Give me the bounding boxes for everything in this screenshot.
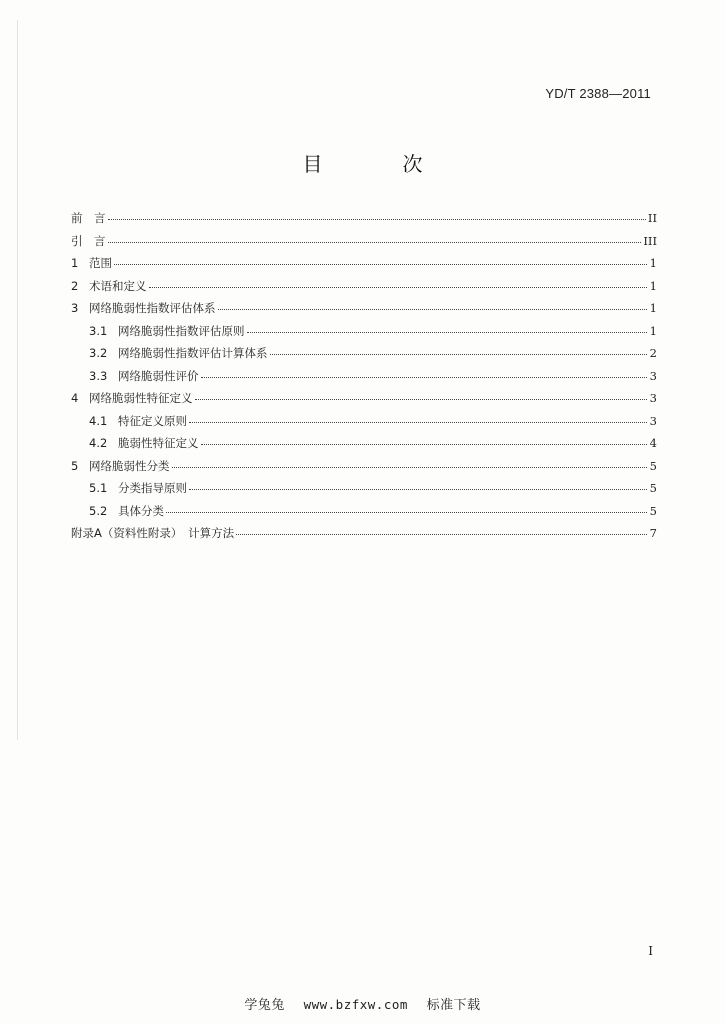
- toc-entry-number: 1: [71, 256, 79, 270]
- toc-entry[interactable]: [71, 210, 657, 233]
- toc-entry-label: 前 言: [71, 211, 106, 225]
- toc-entry-label: 网络脆弱性指数评估计算体系: [118, 346, 268, 360]
- toc-entry-label: 脆弱性特征定义: [118, 436, 199, 450]
- toc-dot-leader: [218, 309, 648, 310]
- toc-entry-page: 3: [649, 368, 657, 383]
- toc-dot-leader: [108, 219, 646, 220]
- toc-dot-leader: [189, 422, 647, 423]
- toc-entry[interactable]: [71, 300, 657, 323]
- toc-entry-page: 3: [649, 413, 657, 428]
- toc-entry[interactable]: [71, 458, 657, 481]
- toc-entry-page: 5: [649, 481, 657, 495]
- toc-entry[interactable]: [71, 233, 657, 256]
- toc-entry[interactable]: [71, 525, 657, 548]
- toc-entry-page: 5: [649, 503, 657, 518]
- toc-entry-number: 3.1: [89, 323, 108, 338]
- toc-entry-number: 5.1: [89, 481, 108, 495]
- toc-entry[interactable]: [71, 390, 657, 413]
- toc-entry-page: 4: [649, 436, 657, 450]
- toc-entry-number: 5.2: [89, 503, 108, 518]
- toc-entry[interactable]: [71, 345, 657, 368]
- table-of-contents: [71, 210, 657, 548]
- toc-entry[interactable]: [71, 368, 657, 391]
- toc-entry-number: 3: [71, 301, 79, 315]
- page-number: I: [648, 944, 653, 958]
- toc-dot-leader: [108, 242, 642, 243]
- toc-entry-number: 3.3: [89, 368, 108, 383]
- toc-entry-label: 分类指导原则: [118, 481, 187, 495]
- watermark: [0, 994, 725, 1013]
- toc-dot-leader: [195, 399, 648, 400]
- toc-entry-number: 5: [71, 458, 79, 473]
- toc-entry-page: 2: [649, 346, 657, 360]
- watermark-site: 学兔兔: [244, 998, 285, 1013]
- toc-entry-page: 1: [649, 256, 657, 270]
- toc-entry-page: 1: [649, 301, 657, 315]
- toc-entry-label: 网络脆弱性分类: [89, 458, 170, 473]
- toc-entry[interactable]: [71, 413, 657, 436]
- watermark-tagline: 标准下载: [426, 998, 481, 1013]
- toc-entry-page: II: [647, 211, 657, 225]
- page-title: 目 次: [302, 152, 453, 176]
- toc-dot-leader: [201, 377, 648, 378]
- toc-dot-leader: [189, 489, 647, 490]
- toc-entry[interactable]: [71, 480, 657, 503]
- toc-entry[interactable]: [71, 323, 657, 346]
- toc-entry-page: 7: [649, 526, 657, 540]
- toc-entry-page: 1: [649, 323, 657, 338]
- toc-entry-label: 具体分类: [118, 503, 164, 518]
- scan-edge-line: [17, 20, 18, 740]
- toc-entry-label: 附录A（资料性附录） 计算方法: [71, 526, 235, 540]
- toc-entry-number: 4: [71, 391, 79, 405]
- toc-entry-page: 5: [649, 458, 657, 473]
- toc-dot-leader: [149, 287, 648, 288]
- toc-entry[interactable]: [71, 255, 657, 278]
- toc-entry-label: 特征定义原则: [118, 413, 187, 428]
- toc-dot-leader: [270, 354, 648, 355]
- toc-entry-number: 3.2: [89, 346, 108, 360]
- toc-dot-leader: [201, 444, 648, 445]
- toc-entry-page: 3: [649, 391, 657, 405]
- toc-dot-leader: [166, 512, 647, 513]
- toc-entry-number: 4.1: [89, 413, 108, 428]
- toc-entry-page: III: [643, 233, 657, 248]
- standard-code: YD/T 2388—2011: [545, 86, 651, 101]
- toc-entry-number: 2: [71, 278, 79, 293]
- toc-entry-label: 网络脆弱性指数评估体系: [89, 301, 216, 315]
- toc-entry-page: 1: [649, 278, 657, 293]
- watermark-url[interactable]: www.bzfxw.com: [303, 997, 408, 1012]
- toc-entry-number: 4.2: [89, 436, 108, 450]
- toc-dot-leader: [247, 332, 648, 333]
- toc-entry-label: 引 言: [71, 233, 106, 248]
- toc-entry-label: 网络脆弱性评价: [118, 368, 199, 383]
- toc-entry-label: 网络脆弱性特征定义: [89, 391, 193, 405]
- toc-entry[interactable]: [71, 503, 657, 526]
- toc-entry[interactable]: [71, 435, 657, 458]
- toc-entry[interactable]: [71, 278, 657, 301]
- toc-dot-leader: [114, 264, 647, 265]
- toc-entry-label: 术语和定义: [89, 278, 147, 293]
- toc-dot-leader: [172, 467, 648, 468]
- toc-entry-label: 网络脆弱性指数评估原则: [118, 323, 245, 338]
- toc-entry-label: 范围: [89, 256, 112, 270]
- toc-dot-leader: [236, 534, 647, 535]
